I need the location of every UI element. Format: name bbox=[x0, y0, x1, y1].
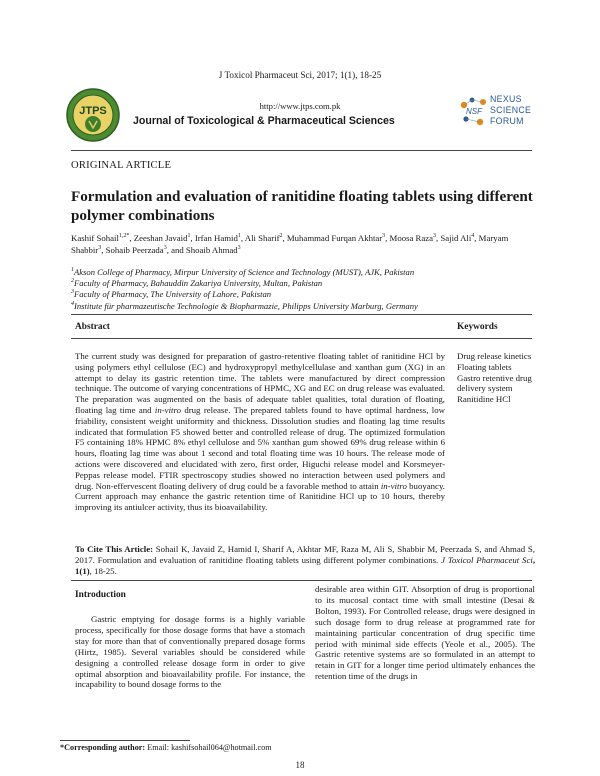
author: Sajid Ali$^4$ bbox=[440, 233, 475, 243]
author: Irfan Hamid$^1$ bbox=[194, 233, 241, 243]
nexus-science-forum-logo-icon bbox=[455, 92, 495, 132]
author-list: Kashif Sohail$^{1,2*}$, Zeeshan Javaid$^1$, Irfan Hamid$^1$, Ali Sharif$^2$, Muhammad Furqan Akhtar$^3$, Moosa Raza$^3$, Sajid Ali$^4$, Maryam Shabbir$^3$, Sohaib Peerzada$^3$, and Shoaib Ahmad$^3$ bbox=[71, 233, 509, 255]
svg-text:NSF: NSF bbox=[466, 107, 482, 116]
footnote-divider bbox=[60, 740, 190, 741]
abstract-head-divider bbox=[71, 338, 532, 339]
author: Shoaib Ahmad$^3$ bbox=[185, 245, 241, 255]
affiliation-list bbox=[71, 267, 541, 312]
author: Muhammad Furqan Akhtar$^3$ bbox=[286, 233, 386, 243]
affiliation: $^1$Akson College of Pharmacy, Mirpur University of Science and Technology (MUST), AJK, Pakistan bbox=[71, 267, 415, 277]
affiliation: $^4$Institute für pharmazeutische Technologie & Biopharmazie, Philipps University Marburg, Germany bbox=[71, 300, 418, 311]
header-divider bbox=[71, 150, 532, 151]
author: Zeeshan Javaid$^1$ bbox=[133, 233, 191, 243]
jtps-logo bbox=[63, 87, 123, 143]
nexus-science-forum-logo-text: NEXUS SCIENCE FORUM bbox=[490, 94, 532, 126]
article-type: ORIGINAL ARTICLE bbox=[71, 160, 172, 171]
author: Sohaib Peerzada$^3$ bbox=[105, 245, 167, 255]
introduction-heading: Introduction bbox=[75, 590, 126, 600]
keyword: Gastro retentive drug delivery system bbox=[457, 372, 532, 394]
keyword: Floating tablets bbox=[457, 361, 512, 372]
abstract-text: The current study was designed for preparation of gastro-retentive floating tablet of ranitidine HCl by using polymers ethyl cellulose (EC) and hydroxypropyl methylcellulase and xanthan gum (XG) in an attempt to delay its gastric retention time. The tablets were manufactured by direct compression technique. The outcome of varying concentrations of HPMC, XG and EC on drug release was evaluated. The preparation was augmented on the basis of adequate tablet qualities, total duration of floating, floating lag time and in-vitro drug release. The prepared tablets found to have optimal hardness, low friability, consistent weight uniformity and thickness. Dissolution studies and floating lag time results indicated that formulation F5 showed better and controlled release of drug. The optimized formulation F5 containing 18% HPMC 8% ethyl cellulose and 5% xanthan gum showed 69% drug release within 6 hours, floating lag time was about 1 second and total floating time was 10 hours. The release mode of actions were discovered and elucidated with zero, first order, Higuchi release model and Korsmeyer-Peppas release model. FTIR spectroscopy studies showed no interaction between used polymers and drug. Non-effervescent floating delivery of drug could be a favorable method to attain in-vitro buoyancy. Current approach may enhance the gastric retention time of Ranitidine HCl up to 10 hours, thereby improving its antiulcer activity, thus its bioavailability. bbox=[75, 351, 445, 513]
intro-divider bbox=[71, 580, 532, 581]
introduction-column-2: desirable area within GIT. Absorption of drug is proportional to its mucosal contact time with small intestine (Desai & Bolton, 1993). For Controlled release, drugs were designed in such dosage form to drug release at programmed rate for maintaining particular concentration of drug specific time period with minimal side effects (Yeole et al., 2005). The Gastric retentive systems are so formulated in an attempt to retain in GIT for a longer time period ultimately enhances the retention time of the drugs in bbox=[315, 584, 535, 682]
keywords-list bbox=[457, 351, 537, 405]
author: Moosa Raza$^3$ bbox=[389, 233, 437, 243]
corresponding-author-footnote: *Corresponding author: Email: kashifsohail064@hotmail.com bbox=[60, 743, 272, 752]
keyword: Ranitidine HCl bbox=[457, 394, 511, 405]
author: Maryam Shabbir$^3$ bbox=[71, 233, 509, 255]
abstract-heading: Abstract bbox=[75, 322, 110, 332]
cite-this-article: To Cite This Article: Sohail K, Javaid Z, Hamid I, Sharif A, Akhtar MF, Raza M, Ali S, Shabbir M, Peerzada S, and Ahmad S, 2017. Formulation and evaluation of ranitidine floating tablets using different polymer combinations. J Toxicol Pharmaceut Sci, 1(1), 18-25. bbox=[75, 544, 536, 576]
introduction-column-1: Gastric emptying for dosage forms is a highly variable process, specifically for those dosage forms that have a stomach stay for more than that of conventionally prepared dosage forms (Hirtz, 1985). Several variables should be considered while designing a controlled release dosage form in order to give optimal absorption and bioavailability profile. For instance, the incapability to bound dosage forms to the bbox=[75, 614, 305, 690]
svg-text:JTPS: JTPS bbox=[79, 105, 107, 117]
keyword: Drug release kinetics bbox=[457, 351, 532, 361]
author: Kashif Sohail$^{1,2*}$ bbox=[71, 233, 130, 243]
journal-url[interactable]: http://www.jtps.com.pk bbox=[259, 101, 341, 111]
keywords-heading: Keywords bbox=[457, 322, 498, 332]
article-title: Formulation and evaluation of ranitidine floating tablets using different polymer combinations bbox=[71, 189, 533, 224]
running-citation: J Toxicol Pharmaceut Sci, 2017; 1(1), 18-25 bbox=[218, 70, 382, 80]
page-number: 18 bbox=[295, 760, 305, 770]
journal-name: Journal of Toxicological & Pharmaceutical Sciences bbox=[133, 115, 395, 127]
affiliation: $^3$Faculty of Pharmacy, The University of Lahore, Pakistan bbox=[71, 289, 272, 300]
abstract-top-divider bbox=[71, 314, 532, 315]
author: Ali Sharif$^2$ bbox=[244, 233, 283, 243]
affiliation: $^2$Faculty of Pharmacy, Bahauddin Zakariya University, Multan, Pakistan bbox=[71, 278, 323, 289]
